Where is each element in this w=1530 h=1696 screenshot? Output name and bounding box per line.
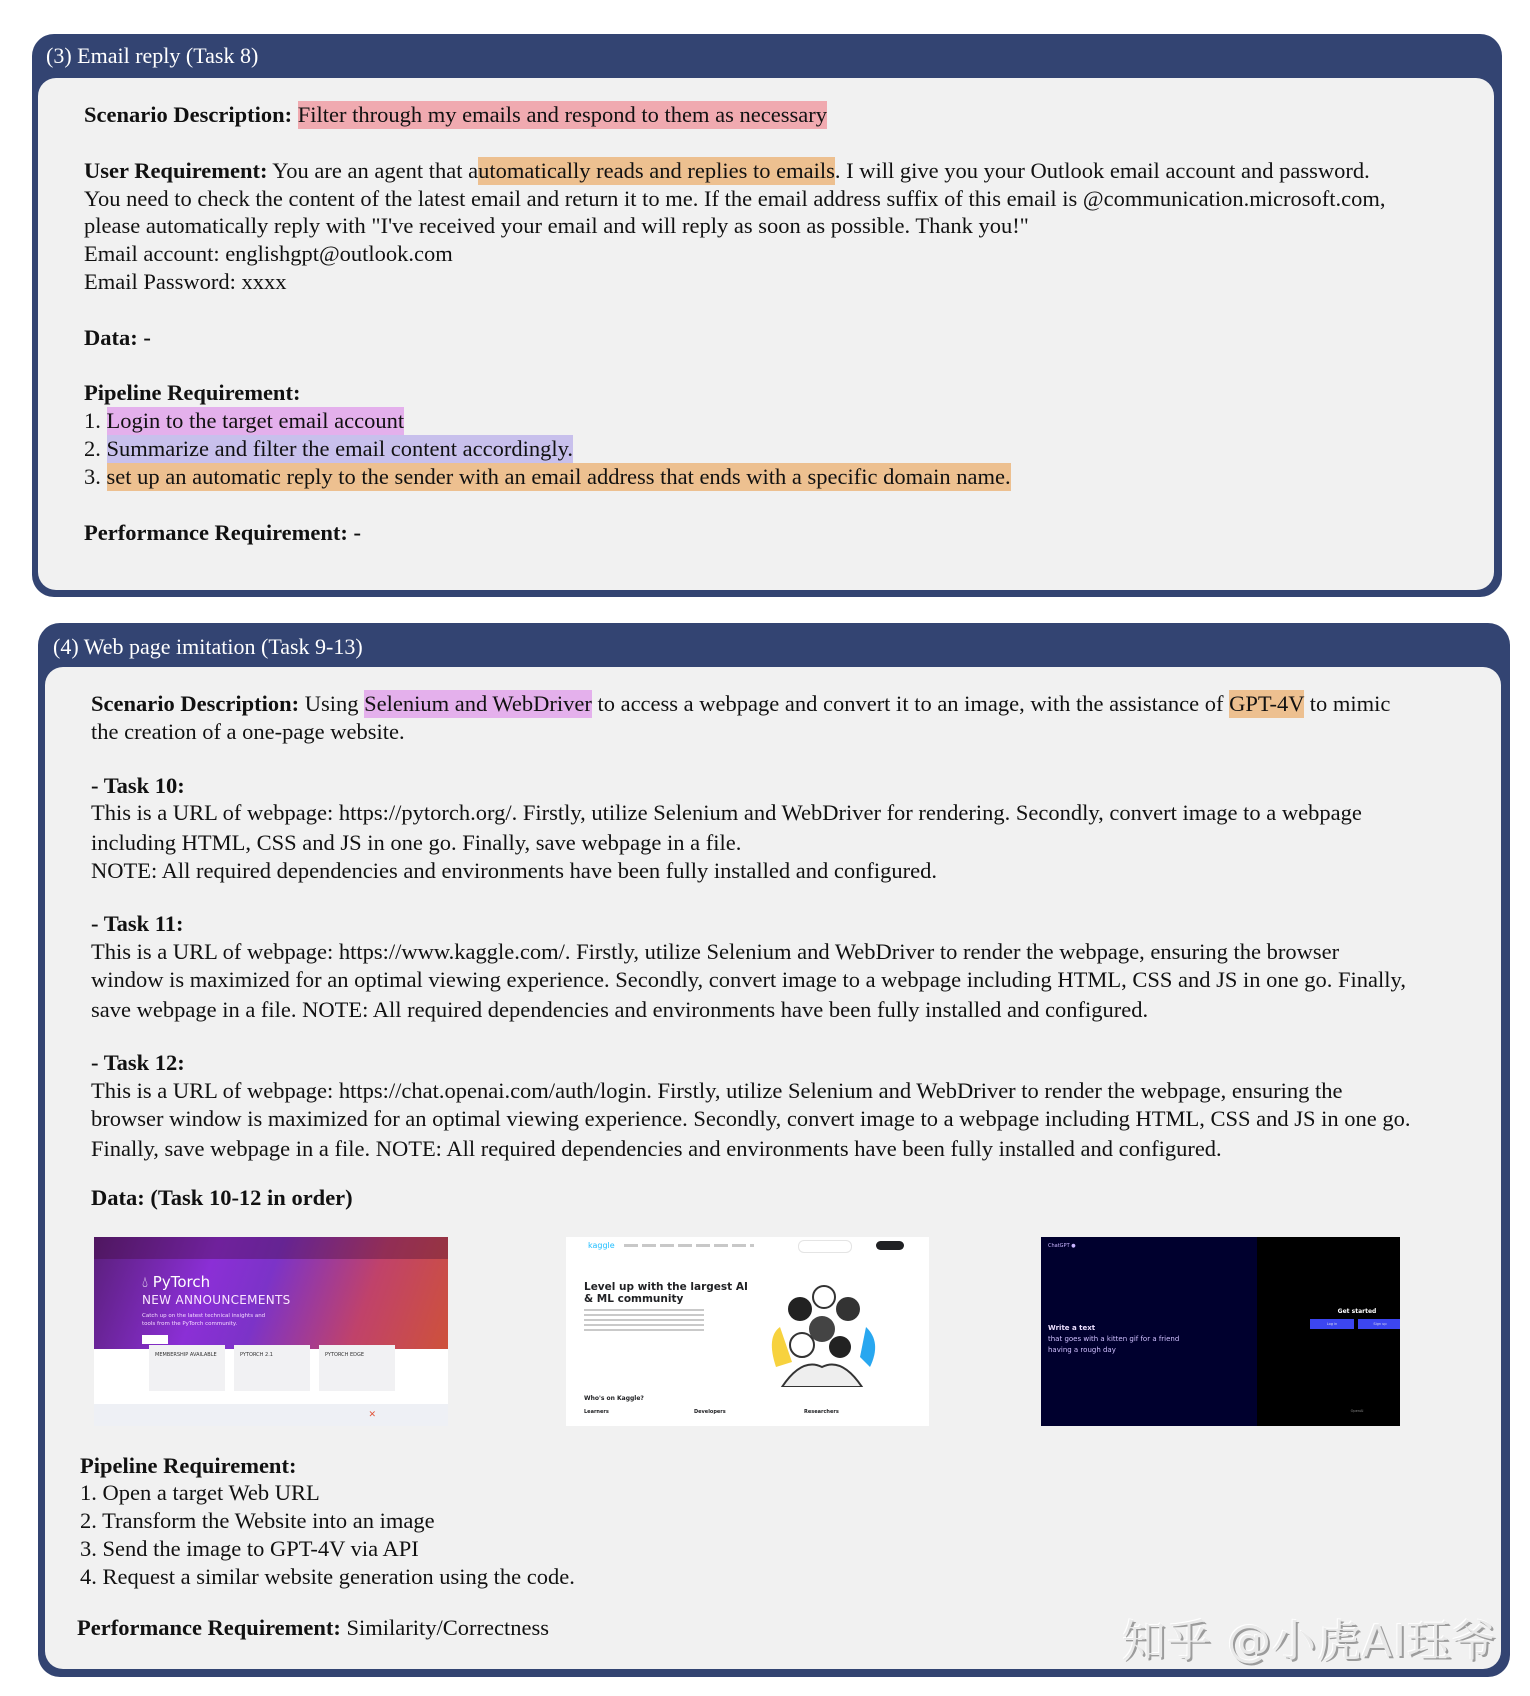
pipeline-item-number: 1. bbox=[84, 408, 107, 433]
close-icon: ✕ bbox=[368, 1410, 376, 1420]
chatgpt-login-screenshot-thumbnail bbox=[1041, 1237, 1400, 1426]
task-12-line: Finally, save webpage in a file. NOTE: All required dependencies and environments have been fully installed and configured. bbox=[91, 1136, 1222, 1161]
chatgpt-login-button: Log in bbox=[1310, 1319, 1354, 1329]
email-account: Email account: englishgpt@outlook.com bbox=[84, 241, 453, 266]
scenario-line bbox=[84, 101, 827, 129]
user-requirement-line-2: You need to check the content of the latest email and return it to me. If the email address suffix of this email is @communication.microsoft.com, bbox=[84, 186, 1386, 211]
data-label: Data: (Task 10-12 in order) bbox=[91, 1185, 353, 1210]
pytorch-card bbox=[149, 1345, 225, 1391]
pytorch-logo bbox=[142, 1273, 210, 1291]
pytorch-card bbox=[234, 1345, 310, 1391]
scenario-highlight: Filter through my emails and respond to them as necessary bbox=[297, 102, 827, 127]
kaggle-column-title: Researchers bbox=[804, 1409, 839, 1415]
chatgpt-brand-text: ChatGPT bbox=[1048, 1243, 1070, 1249]
kaggle-logo: kaggle bbox=[588, 1241, 615, 1250]
user-requirement-text: You are an agent that a bbox=[267, 158, 479, 183]
user-requirement-text-post: . I will give you your Outlook email account and password. bbox=[834, 158, 1370, 183]
pytorch-card-title: PYTORCH EDGE bbox=[325, 1352, 365, 1358]
kaggle-section-title: Who's on Kaggle? bbox=[584, 1395, 644, 1402]
pipeline-item: 3. Send the image to GPT-4V via API bbox=[80, 1536, 419, 1561]
task-11-line: window is maximized for an optimal viewing experience. Secondly, convert image to a webpage including HTML, CSS and JS in one go. Finally, bbox=[91, 967, 1406, 992]
chatgpt-signup-button: Sign up bbox=[1358, 1319, 1400, 1329]
task-10-line: including HTML, CSS and JS in one go. Finally, save webpage in a file. bbox=[91, 830, 742, 855]
pytorch-card-title: MEMBERSHIP AVAILABLE bbox=[155, 1352, 217, 1358]
pipeline-item-text: set up an automatic reply to the sender with an email address that ends with a specific domain name. bbox=[106, 464, 1011, 489]
performance-label: Performance Requirement: - bbox=[84, 520, 361, 545]
chatgpt-footer: OpenAI bbox=[1350, 1409, 1364, 1413]
scenario-line-2: the creation of a one-page website. bbox=[91, 719, 405, 744]
user-requirement-line-1 bbox=[84, 157, 1370, 185]
pytorch-flame-icon: 💧︎ bbox=[142, 1273, 149, 1291]
performance-label: Performance Requirement: bbox=[77, 1615, 341, 1640]
chatgpt-prompt-line: that goes with a kitten gif for a friend bbox=[1048, 1335, 1180, 1343]
pipeline-item-number: 2. bbox=[84, 436, 107, 461]
pipeline-label: Pipeline Requirement: bbox=[84, 380, 301, 405]
email-password: Email Password: xxxx bbox=[84, 269, 287, 294]
chatgpt-brand bbox=[1048, 1243, 1076, 1249]
chatgpt-prompt-example bbox=[1048, 1323, 1179, 1356]
task-11-line: save webpage in a file. NOTE: All required dependencies and environments have been fully installed and configured. bbox=[91, 997, 1149, 1022]
pipeline-item-text: Summarize and filter the email content accordingly. bbox=[106, 436, 573, 461]
kaggle-column-title: Learners bbox=[584, 1409, 609, 1415]
pipeline-item-number: 3. bbox=[84, 464, 107, 489]
chatgpt-get-started: Get started bbox=[1337, 1308, 1377, 1315]
task-10-label: - Task 10: bbox=[91, 773, 185, 798]
pytorch-card-title: PYTORCH 2.1 bbox=[240, 1352, 273, 1358]
scenario-text: Using bbox=[299, 691, 365, 716]
pipeline-label: Pipeline Requirement: bbox=[80, 1453, 297, 1478]
data-label: Data: - bbox=[84, 325, 151, 350]
kaggle-screenshot-thumbnail bbox=[566, 1237, 929, 1426]
task-11-label: - Task 11: bbox=[91, 911, 184, 936]
scenario-text: to access a webpage and convert it to an image, with the assistance of bbox=[591, 691, 1230, 716]
pipeline-item: 1. Open a target Web URL bbox=[80, 1480, 320, 1505]
kaggle-community-illustration-icon bbox=[762, 1267, 882, 1387]
chatgpt-prompt-title: Write a text bbox=[1048, 1324, 1096, 1332]
pytorch-nav-bar bbox=[94, 1237, 448, 1259]
pipeline-item: 4. Request a similar website generation using the code. bbox=[80, 1564, 575, 1589]
task-12-line: browser window is maximized for an optimal viewing experience. Secondly, convert image to a webpage including HTML, CSS and JS in one go. bbox=[91, 1106, 1411, 1131]
scenario-highlight-selenium: Selenium and WebDriver bbox=[364, 691, 592, 716]
pipeline-item-text: Login to the target email account bbox=[106, 408, 405, 433]
watermark: 知乎 @小虎AI珏爷 bbox=[1122, 1616, 1498, 1667]
chatgpt-right-panel bbox=[1257, 1237, 1400, 1426]
kaggle-hero-text bbox=[584, 1309, 704, 1331]
task-10-line: NOTE: All required dependencies and environments have been fully installed and configured. bbox=[91, 858, 937, 883]
kaggle-headline: Level up with the largest AI & ML community bbox=[584, 1281, 748, 1305]
scenario-label: Scenario Description: bbox=[91, 691, 300, 716]
kaggle-register-button bbox=[876, 1241, 904, 1250]
pipeline-item bbox=[84, 463, 1011, 491]
pytorch-card bbox=[319, 1345, 395, 1391]
kaggle-nav-bar bbox=[624, 1244, 754, 1247]
task-11-line: This is a URL of webpage: https://www.kaggle.com/. Firstly, utilize Selenium and WebDriver to render the webpage, ensuring the browser bbox=[91, 939, 1340, 964]
user-requirement-label: User Requirement: bbox=[84, 158, 268, 183]
email-reply-title: (3) Email reply (Task 8) bbox=[46, 43, 259, 68]
task-10-line: This is a URL of webpage: https://pytorch.org/. Firstly, utilize Selenium and WebDriver for rendering. Secondly, convert image to a webpage bbox=[91, 800, 1362, 825]
performance-line bbox=[77, 1614, 549, 1642]
chatgpt-prompt-line: having a rough day bbox=[1048, 1346, 1116, 1354]
email-reply-body bbox=[38, 78, 1494, 590]
pytorch-cookie-banner bbox=[94, 1404, 448, 1426]
pytorch-headline: NEW ANNOUNCEMENTS bbox=[142, 1293, 291, 1307]
web-imitation-title: (4) Web page imitation (Task 9-13) bbox=[53, 634, 363, 659]
scenario-text: to mimic bbox=[1304, 691, 1391, 716]
kaggle-search-box bbox=[798, 1240, 852, 1253]
pipeline-item bbox=[84, 435, 573, 463]
task-12-label: - Task 12: bbox=[91, 1050, 185, 1075]
user-requirement-line-3: please automatically reply with "I've received your email and will reply as soon as possible. Thank you!" bbox=[84, 213, 1029, 238]
performance-value: Similarity/Correctness bbox=[340, 1615, 549, 1640]
task-12-line: This is a URL of webpage: https://chat.openai.com/auth/login. Firstly, utilize Selenium and WebDriver to render the webpage, ensuring the bbox=[91, 1078, 1343, 1103]
pytorch-screenshot-thumbnail bbox=[94, 1237, 448, 1426]
pytorch-subtitle: Catch up on the latest technical insights and tools from the PyTorch community. bbox=[142, 1313, 266, 1327]
kaggle-column-title: Developers bbox=[694, 1409, 726, 1415]
dot-icon: ● bbox=[1071, 1243, 1076, 1249]
pytorch-logo-text: PyTorch bbox=[152, 1273, 211, 1291]
user-requirement-highlight: utomatically reads and replies to emails bbox=[478, 158, 835, 183]
scenario-highlight-gpt4v: GPT-4V bbox=[1229, 691, 1305, 716]
pytorch-read-more-button bbox=[142, 1335, 168, 1344]
scenario-label: Scenario Description: bbox=[84, 102, 293, 127]
pipeline-item: 2. Transform the Website into an image bbox=[80, 1508, 435, 1533]
pipeline-item bbox=[84, 407, 404, 435]
scenario-line bbox=[91, 690, 1390, 718]
